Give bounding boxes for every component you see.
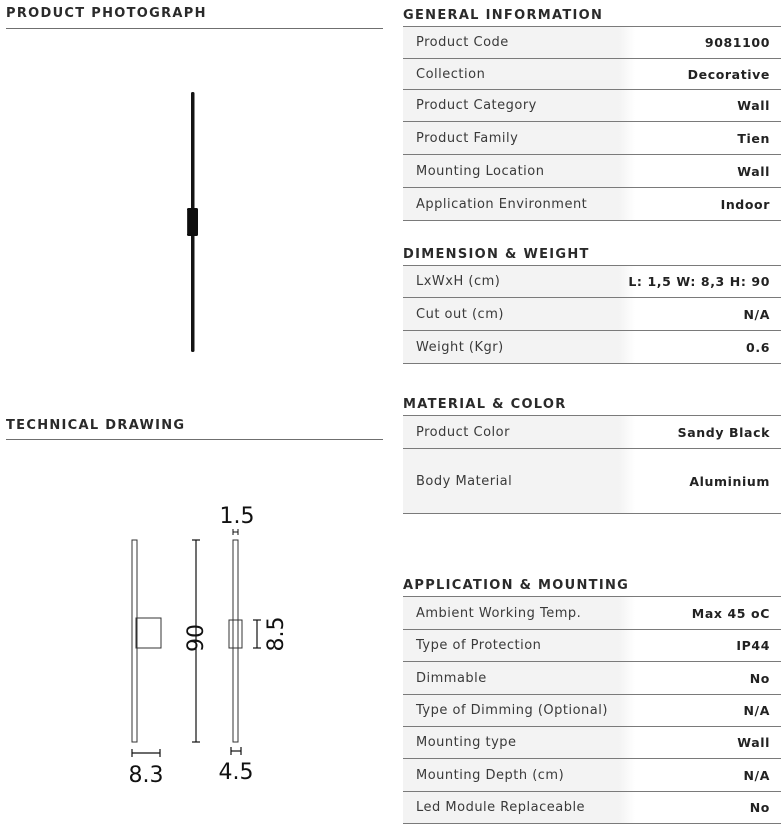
row-label: Weight (Kgr) [416,339,504,355]
row-label: Mounting Location [416,163,545,179]
material-color-table [403,415,781,514]
table-row [403,416,781,449]
row-label: Mounting type [416,735,517,750]
table-row [403,266,781,298]
row-value: N/A [743,703,770,718]
application-mounting-title: APPLICATION & MOUNTING [403,578,630,593]
technical-drawing-rule [6,439,383,440]
row-value: Aluminium [689,473,770,489]
row-label: Mounting Depth (cm) [416,767,565,783]
row-label: Product Code [416,35,509,50]
row-label: Type of Dimming (Optional) [416,703,608,718]
row-value: Tien [737,130,770,146]
table-row [403,759,781,792]
row-label: LxWxH (cm) [416,274,501,289]
row-value: Sandy Black [677,424,770,440]
row-value: No [749,800,770,815]
product-photograph-title: PRODUCT PHOTOGRAPH [6,6,207,21]
table-row [403,331,781,364]
table-row [403,792,781,824]
product-photograph-rule [6,28,383,29]
row-value: Wall [737,98,770,113]
row-label: Product Category [416,98,537,113]
product-photo-mount [187,208,198,236]
product-photo [186,90,200,354]
table-row [403,662,781,695]
row-label: Cut out (cm) [416,306,504,322]
row-value: Decorative [687,66,770,82]
table-row [403,298,781,331]
row-value: 9081100 [704,35,770,50]
general-information-table [403,26,781,221]
row-value: Wall [737,163,770,179]
table-row [403,727,781,759]
row-label: Led Module Replaceable [416,800,586,815]
row-value: Indoor [720,196,770,212]
dimension-weight-table [403,265,781,364]
side-view-rod [233,540,238,742]
table-row [403,155,781,188]
dimension-weight-section [403,245,781,364]
table-row [403,188,781,221]
width-dimension-label: 8.3 [128,763,164,788]
table-row [403,122,781,155]
general-information-title: GENERAL INFORMATION [403,8,604,23]
dimension-weight-title: DIMENSION & WEIGHT [403,247,590,262]
row-value: N/A [743,767,770,783]
row-label: Dimmable [416,670,487,686]
row-label: Type of Protection [416,638,542,653]
table-row [403,597,781,630]
base-height-label: 8.5 [264,616,289,652]
table-row [403,27,781,59]
row-label: Collection [416,66,486,82]
table-row [403,630,781,662]
side-view-mount [229,620,242,648]
technical-drawing [110,500,310,790]
row-value: No [749,670,770,686]
row-label: Product Family [416,130,519,146]
application-mounting-section [403,576,781,824]
row-label: Product Color [416,424,510,440]
row-value: Wall [737,735,770,750]
row-value: IP44 [736,638,770,653]
bottom-depth-label: 4.5 [218,760,254,785]
row-label: Application Environment [416,196,588,212]
row-value: Max 45 oC [691,605,770,621]
table-row [403,59,781,90]
material-color-title: MATERIAL & COLOR [403,397,567,412]
table-row [403,90,781,122]
row-label: Body Material [416,473,513,489]
table-row [403,695,781,727]
height-dimension-label: 90 [184,624,209,652]
row-value: N/A [743,306,770,322]
row-label: Ambient Working Temp. [416,605,582,621]
front-view-mount [136,618,161,648]
general-information-section [403,6,781,221]
row-value: 0.6 [746,339,770,355]
top-depth-label: 1.5 [219,504,255,529]
application-mounting-table [403,596,781,824]
material-color-section [403,395,781,514]
row-value: L: 1,5 W: 8,3 H: 90 [628,274,770,289]
table-row [403,449,781,514]
technical-drawing-title: TECHNICAL DRAWING [6,418,186,433]
